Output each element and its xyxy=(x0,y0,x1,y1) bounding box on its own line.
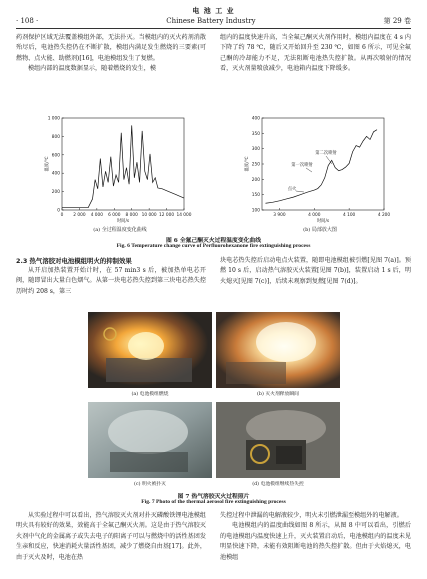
y-tick-label: 100 xyxy=(251,208,260,214)
paragraph: 药剂保护区域无法覆盖模组外部，无法扑灭。当模组内的灭火药剂消散殆尽后，电池热失控仍在不断扩散，模组内满足发生燃烧的三要素(可燃物、点火能、助燃剂)[16]，电池模组发生了复燃。 xyxy=(16,34,206,62)
x-tick-label: 12 000 xyxy=(159,213,175,218)
x-tick-label: 2 000 xyxy=(73,213,86,218)
figure7-caption-cn: 图 7 热气溶胶灭火过程照片 xyxy=(177,494,250,500)
photo-b-caption: (b) 灭火剂释放瞬间 xyxy=(257,392,299,397)
x-tick-label: 4 000 xyxy=(308,213,321,218)
series-line xyxy=(265,130,377,204)
photo-d-caption: (d) 电池模组继续热失控 xyxy=(252,482,304,487)
y-tick-label: 800 xyxy=(51,134,60,140)
y-tick-label: 600 xyxy=(51,153,60,159)
left-top-text xyxy=(16,33,206,75)
x-tick-label: 3 900 xyxy=(273,213,286,218)
chart-b-svg xyxy=(240,114,390,226)
y-axis-label: 温度/℃ xyxy=(45,156,50,172)
chart-a-caption: (a) 全过程温度变化曲线 xyxy=(93,227,147,233)
chart-b-caption: (b) 局部放大图 xyxy=(303,227,337,233)
section-2-3-right xyxy=(220,256,411,287)
annotation-arrow xyxy=(306,168,312,172)
volume-label: 第 29 卷 xyxy=(383,17,411,25)
plot-frame xyxy=(262,118,384,210)
y-tick-label: 400 xyxy=(51,171,60,177)
chart-b xyxy=(240,114,390,226)
photo-a-module-burning xyxy=(88,312,212,388)
y-tick-label: 150 xyxy=(251,193,260,199)
annotation-label: 点火 xyxy=(287,187,297,192)
chart-a-svg xyxy=(40,114,190,226)
x-tick-label: 0 xyxy=(60,213,64,218)
y-tick-label: 0 xyxy=(57,208,60,214)
annotation-label: 第一次喷射 xyxy=(291,163,313,168)
series-line xyxy=(62,125,184,207)
photo-c-caption: (c) 明火被扑灭 xyxy=(134,482,166,487)
section-title: 2.3 热气溶胶对电池模组明火的抑制效果 xyxy=(16,257,132,265)
x-tick-label: 4 100 xyxy=(342,213,356,218)
x-tick-label: 8 000 xyxy=(125,213,138,218)
photo-d-continued-runaway xyxy=(216,402,340,478)
x-axis-label: 时间/s xyxy=(316,219,330,224)
y-tick-label: 400 xyxy=(251,116,260,122)
y-tick-label: 1 000 xyxy=(47,116,60,122)
bottom-right-text xyxy=(220,511,411,563)
journal-title-en: Chinese Battery Industry xyxy=(166,17,256,25)
y-axis-label: 温度/℃ xyxy=(245,156,250,172)
paragraph: 组内的温度快速升高，当全氟己酮灭火剂作用时，模组内温度在 4 s 内下降了约 78 ℃，随后又开始回升至 230 ℃，如图 6 所示，可见全氟己酮的冷却能力不足，无法阻断电池热失控扩散。从再次喷射的情况看，灭火剂量喷放减少，电池箱内温度下降缓多。 xyxy=(220,34,411,73)
x-tick-label: 4 000 xyxy=(90,213,104,218)
figure7-caption-en: Fig. 7 Photo of the thermal aerosol fire extinguishing process xyxy=(141,499,286,505)
x-tick-label: 10 000 xyxy=(141,213,157,218)
x-tick-label: 6 000 xyxy=(108,213,121,218)
y-tick-label: 250 xyxy=(251,162,260,168)
section-2-3-left xyxy=(16,256,206,297)
y-tick-label: 300 xyxy=(251,147,260,153)
annotation-arrow xyxy=(326,156,332,164)
chart-a xyxy=(40,114,190,226)
x-axis-label: 时间/s xyxy=(116,219,130,224)
annotation-arrow xyxy=(296,191,304,192)
x-tick-label: 4 200 xyxy=(377,213,391,218)
y-tick-label: 200 xyxy=(51,190,60,196)
paragraph: 块电芯热失控后启动电点火装置，随即电池模组被引燃[见图 7(a)]。预燃 10 s 后，启动热气溶胶灭火装置[见图 7(b)]，装置启动 1 s 后，明火熄灭[见图 7(c)]，后续未观察到复燃[见图 7(d)]。 xyxy=(220,257,411,285)
figure6-caption-en: Fig. 6 Temperature change curve of Perfluorohexanone fire extinguishing process xyxy=(116,243,311,249)
annotation-label: 第二次喷射 xyxy=(315,151,337,156)
header-rule xyxy=(16,28,411,29)
photo-a-caption: (a) 电池模组燃烧 xyxy=(131,392,169,397)
page-number: · 108 · xyxy=(16,17,39,25)
paragraph: 电池模组内的温度曲线如图 8 所示，从图 8 中可以看出，引燃后的电池模组内温度快速上升，灭火装置启动后，电池模组内的温度未见明显快速下降，未能有效阻断电池的热失控扩散。但由于火焰熄灭，电池模组 xyxy=(220,522,411,561)
bottom-left-text xyxy=(16,511,206,563)
x-tick-label: 14 000 xyxy=(176,213,192,218)
figure6-caption-cn: 图 6 全氟己酮灭火过程温度变化曲线 xyxy=(165,238,262,244)
photo-b-agent-release xyxy=(216,312,340,388)
photo-c-fire-out xyxy=(88,402,212,478)
paragraph: 从实验过程中可以看出，热气溶胶灭火剂对扑灭磷酸铁锂电池模组明火具有较好的效果，效能高于全氟己酮灭火剂。这是由于热气溶胶灭火剂中气化的金属离子或失去电子的阳离子可以与燃烧中的活性基团发生亲和反应，快速消耗火量活性基团，减少了燃烧自由基[17]。此外，由于灭火及时，电池在热 xyxy=(16,512,206,561)
paragraph: 失控过程中泄漏的电解液较少，明火未引燃泄漏至模组外的电解液。 xyxy=(220,512,403,519)
page-header xyxy=(16,15,411,27)
y-tick-label: 350 xyxy=(251,131,260,137)
paragraph: 模组内部的温度数据显示，随着燃烧的发生，模 xyxy=(28,65,156,73)
paragraph: 从开启加热装置开始计时，在 57 min3 s 后，被加热单电芯开阀，随即冒出大量白色烟气。从第一块电芯热失控到第三块电芯热失控历时约 208 s，第三 xyxy=(16,267,206,295)
right-top-text xyxy=(220,33,411,75)
y-tick-label: 200 xyxy=(251,177,260,183)
journal-title: 电 池 工 业 xyxy=(192,6,235,15)
